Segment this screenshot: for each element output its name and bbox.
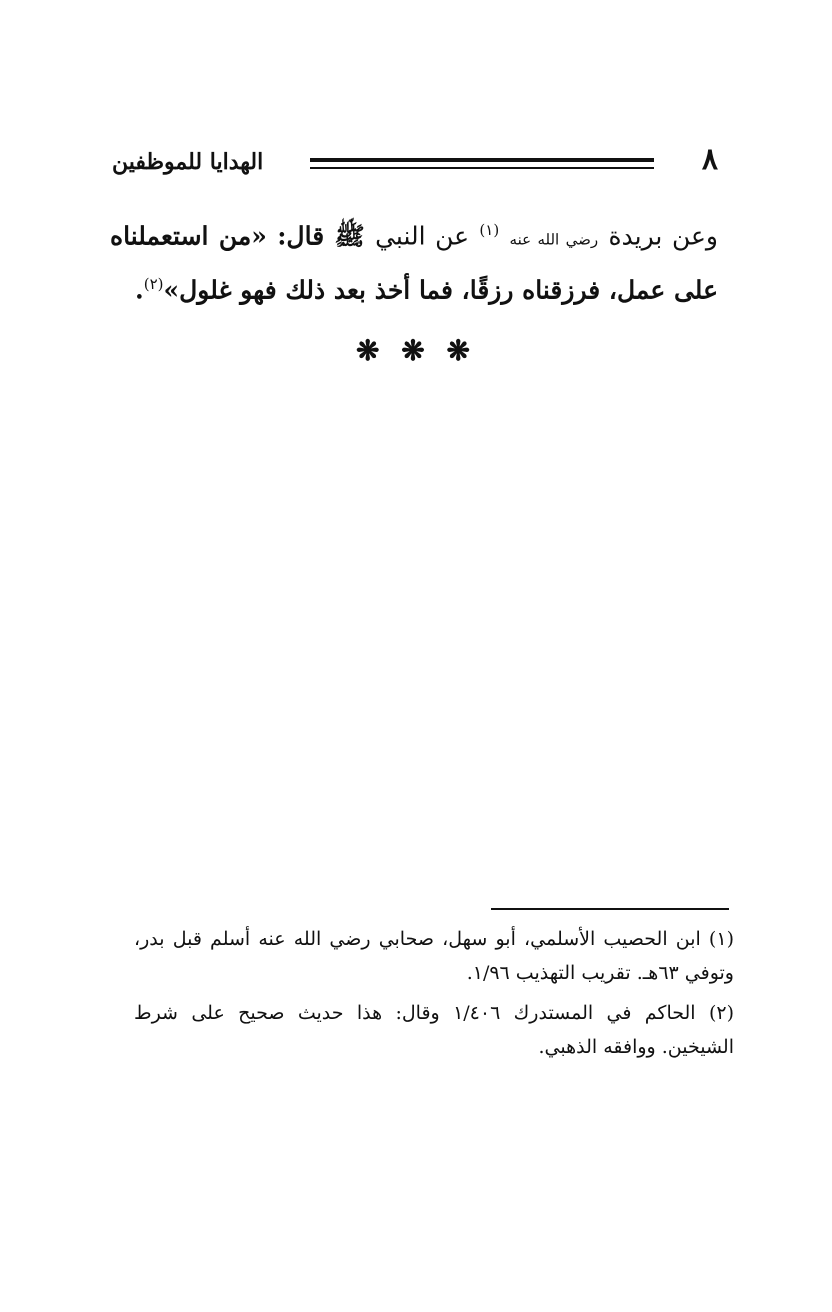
header-double-rule bbox=[310, 158, 654, 169]
section-separator: ❋ ❋ ❋ bbox=[356, 334, 476, 367]
page-number: ٨ bbox=[701, 142, 718, 177]
companion-blessing-glyph: رضي الله عنه bbox=[509, 230, 599, 249]
page-header bbox=[112, 140, 718, 190]
footnote-text: ابن الحصيب الأسلمي، أبو سهل، صحابي bbox=[378, 928, 701, 950]
running-title: الهدايا للموظفين bbox=[112, 149, 264, 175]
hadith-text-1: عن النبي bbox=[375, 221, 470, 251]
hadith-period: . bbox=[135, 275, 144, 305]
footnote-1 bbox=[134, 922, 734, 990]
hadith-text-2: قال: «من استعملناه على عمل، فرزقناه رزقًا، فما أخذ بعد ذلك فهو غلول» bbox=[110, 221, 718, 305]
footnote-text: الحاكم في المستدرك ١/٤٠٦ وقال: هذا حديث صحيح على شرط الشيخين. ووافقه الذهبي. bbox=[134, 1002, 734, 1058]
hadith-intro: وعن بريدة bbox=[608, 221, 718, 251]
footnote-number: (٢) bbox=[708, 1002, 734, 1024]
hadith-paragraph bbox=[110, 208, 718, 313]
footnotes bbox=[134, 922, 734, 1070]
footnote-ref-1: (١) bbox=[479, 221, 500, 239]
prophet-blessing-glyph: ﷺ bbox=[334, 221, 365, 251]
footnote-text: أسلم قبل بدر، وتوفي ٦٣هـ. تقريب التهذيب ١/٩٦. bbox=[134, 928, 734, 984]
footnote-ref-2: (٢) bbox=[143, 275, 164, 294]
footnote-2 bbox=[134, 996, 734, 1064]
footnote-divider bbox=[491, 908, 729, 910]
companion-blessing-glyph: رضي الله عنه bbox=[258, 928, 371, 950]
footnote-number: (١) bbox=[708, 928, 734, 950]
